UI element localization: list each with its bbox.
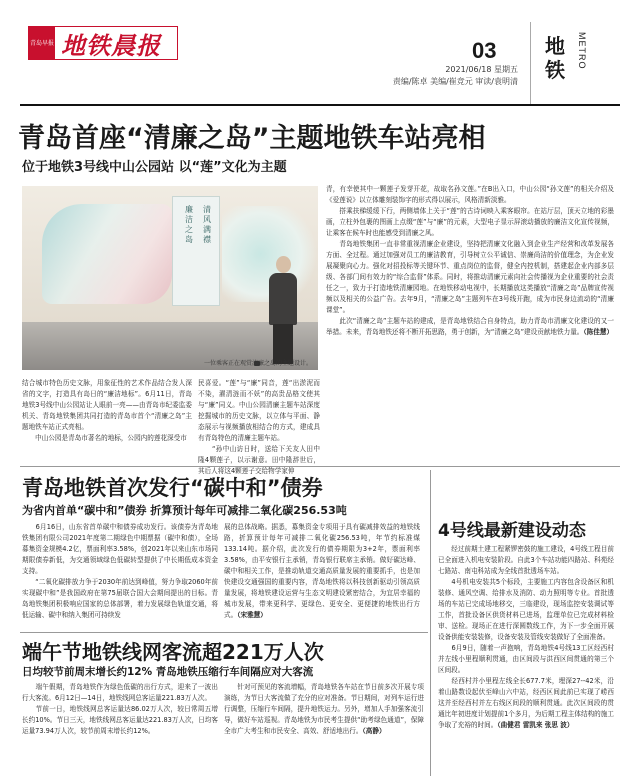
- story1-column-3: [326, 184, 614, 464]
- logo-text: 地铁晨报: [61, 31, 161, 60]
- photo-caption: 一位乘客正在观赏清廉之岛的主题设计。: [203, 360, 312, 367]
- masthead-rule: [20, 104, 620, 106]
- poem-panel: [172, 196, 220, 306]
- page-number: 03: [472, 38, 497, 63]
- lotus-mural-left: [42, 204, 172, 304]
- story3-credit: （曲健君 雷凯来 张思 波）: [497, 721, 574, 729]
- divider-2: [20, 632, 428, 633]
- newspaper-logo: [28, 26, 178, 60]
- story1-photo: [22, 186, 318, 370]
- story3-headline: 4号线最新建设动态: [438, 521, 586, 541]
- story1-credit: （陈佳慧）: [583, 328, 614, 336]
- story2-column-1: 6月16日，山东省首单碳中和债券成功发行。该债券为青岛地铁集团有限公司2021年度第二期绿色中期票据（碳中和债），全场募集资金规模4.2亿，票面利率3.58%，创2021年以来山东市场同期限债券新低，为交通领域绿色低碳转型提供了中长期低成本资金支持。 “二氧化碳排放力争于2030年前达到峰值，努力争取2060年前实现碳中和”是我国政府在第75届联合国大会期间提出的目标。青岛地铁集团积极响应国家的总体部署，着力发展绿色轨道交通，将低运输、碳中和纳入集团可持续发: [22, 523, 218, 619]
- divider-1: [20, 466, 620, 467]
- masthead: [0, 0, 628, 106]
- story1-column-2: 民喜爱。“莲”与“廉”同音，莲“出淤泥而不染，濯清涟而不妖”的高贵品格文使其与“廉”同义。中山公园清廉主题车站深度挖掘城市的历史文脉，以立体与平面、静态展示与视频播放相结合的方式，建成具有青岛特色的清廉主题车站。 “孙中山访日时，送给下关友人田中隆4颗莲子，以示谢意。田中隆辞世后，其后人将这4颗莲子交给物学家伸: [198, 379, 320, 475]
- section-subtitle: METRO: [577, 32, 587, 70]
- story4-column-2: [224, 682, 424, 778]
- poem-column-2: 廉洁之岛: [185, 205, 193, 244]
- logo-mini-mark: 青岛早报: [29, 27, 55, 59]
- story4-credit: （高静）: [362, 727, 386, 735]
- story1-column-1: 结合城市特色历史文脉，用象征性的艺术作品结合发人深省的文字，打造具有岛日的“廉洁地标”。6月11日，青岛地铁3号线中山公园站让人眼前一亮——由青岛市纪委监委机关、青岛地铁集团共同打造的青岛市首个“清廉之岛”主题地铁车站正式亮相。 中山公园是青岛市著名的地标，公园内的莲花深受市: [22, 379, 192, 442]
- story4-column-2-text: 针对可预见的客流增幅，青岛地铁各车站在节日前多次开展专项演练，为节日大客流做了充分的应对准备。节日期间，对列车运行进行调整，压缩行车间隔，提升地铁运力。另外，增加人手加强客流引导，做好车站巡视。青岛地铁为市民考生提供“助考绿色通道”，保障全市广大考生和市民安全、高效、舒适地出行。: [224, 683, 424, 735]
- story3-body-text: 经过前期土建工程紧锣密鼓的施工建设，4号线工程目前已全面进入机电安装阶段。自此3个车站功能四路站、科苑经七路站、南屯科站成为全线首批透场车站。 4号机电安装共5个标段，主要施工内容包含设备区和机装修、通风空调、给排水及消防、动力照明等专业。首批透场的车站已完成场地移交，三临建设，现场监控安装调试等工作，首批设备区供货材料已进场，监理单位已完成材料检审、送检。现场正在进行深圆数线工作，为下一步全面开展设备供能安装装修，设备安装及管线安装做好了全面准备。 6月9日，随着一声抱响，青岛地铁4号线13工区经西村并左线小里程顺利贯通，由区间段与洪西区间贯通的第三个区间段。 经西村并小里程左线全长677.7米，埋深27--42米，沿着山路数设起伏至峰山六中站，经西区间此前已实现了崂西这并至经西村并左右线区间段的顺利贯通。此次区间段的贯通比年初进度计划提前1个多月，为后期工程主体结构的施工争取了充裕的时间。: [438, 545, 614, 729]
- passenger-head: [276, 256, 291, 273]
- section-tag: [530, 22, 596, 106]
- story3-body: [438, 544, 614, 776]
- story1-headline: 青岛首座“清廉之岛”主题地铁车站亮相: [18, 123, 486, 154]
- issue-date: 2021/06/18 星期五: [445, 65, 518, 74]
- story2-subhead: 为省内首单“碳中和”债券 折算预计每年可减排二氧化碳256.53吨: [22, 504, 347, 517]
- story2-credit: （宋雅慧）: [237, 611, 267, 619]
- passenger-body: [269, 273, 297, 325]
- story1-column-3-text: 青，有幸使其中一颗莲子发芽开花，故取名孙文莲。”在B出入口，中山公园“孙文莲”的相关介绍及《爱莲说》以立体雕刻装饰字的形式得以展示，风格清新淡雅。 搭乘扶梯缓缓下行，两侧墙体上关于“莲”的古诗词映入乘客眼帘。在站厅层，顶天立地的彩墨画，立柱外包裹的图画上点缀“莲”与“廉”的元素，大型电子显示屏滚动播放的廉洁文化宣传视频，让乘客在候车时也能感受到清廉之风。 青岛地铁集团一直非常重视清廉企业建设，坚持把清廉文化融入到企业生产经营和改革发展各方面、全过程。通过加强对员工的廉洁教育，引导树立公平诚信、崇廉尚洁的价值理念，为企业发展凝聚向心力。强化对招投标等关键环节、重点岗位的监督，健全内控机制，搭建起企业内部多层级、各部门间有效力的“综合监督”体系。同时，将推动清廉元素向社会传播视为企业重要的社会责任之一，致力于打造地铁清廉园地。在地铁移动电视中，长期播放这类播放“清廉之岛”品牌宣传视频以及相关的公益广告。去年9月，“清廉之岛”主题列车在3号线开跑，成为市民身边流动的“清廉课堂”。 此次“清廉之岛”主题车站的建成，是青岛地铁结合自身特点，助力青岛市清廉文化建设的又一举措。未来，青岛地铁还将不断开拓思路，勇于创新，为“清廉之岛”建设贡献地铁力量。: [326, 185, 614, 336]
- story2-column-2-text: 展的总体战略。据悉，募集资金专项用于具有碳减排效益的地铁线路，折算预计每年可减排二氧化碳256.53吨，年节约标准煤133.14吨。据介绍，此次发行的债券期限为3+2年，票面利率3.58%，由平安银行主承销，青岛银行联席主承销。做好碳达峰、碳中和相关工作，是推动轨道交通高质量发展的重要抓手，也是加快建设交通强国的重要内容，青岛地铁将以科技创新驱动引领高质量发展，将地铁建设运营与生态文明建设紧密结合，为宜居幸福的城市发展，带来更科学、更绿色、更安全、更便捷的地铁出行方式。: [224, 523, 420, 619]
- poem-column-1: 清风满襟: [203, 205, 211, 244]
- vertical-divider: [430, 470, 431, 776]
- story1-subhead: 位于地铁3号线中山公园站 以“莲”文化为主题: [22, 160, 287, 175]
- story4-column-1: 端午假期，青岛地铁作为绿色低碳的出行方式，迎来了一波出行大客流。6月12日—14日，地铁线网总客运量221.83万人次。 节前一日，地铁线网总客运量达86.02万人次，较日常周五增长约10%。节日三天，地铁线网总客运量达221.83万人次，日均客运量73.94万人次，较节前周末增长约12%。: [22, 683, 218, 735]
- passenger-figure: [266, 256, 300, 366]
- story2-headline: 青岛地铁首次发行“碳中和”债券: [22, 476, 323, 500]
- story4-subhead: 日均较节前周末增长约12% 青岛地铁压缩行车间隔应对大客流: [22, 666, 314, 678]
- story4-headline: 端午节地铁线网客流超221万人次: [22, 640, 324, 664]
- story2-column-2: [224, 522, 420, 628]
- section-title: 地铁: [545, 34, 565, 82]
- editor-credits: 责编/陈卓 美编/崔竞元 审读/袁明清: [392, 77, 518, 86]
